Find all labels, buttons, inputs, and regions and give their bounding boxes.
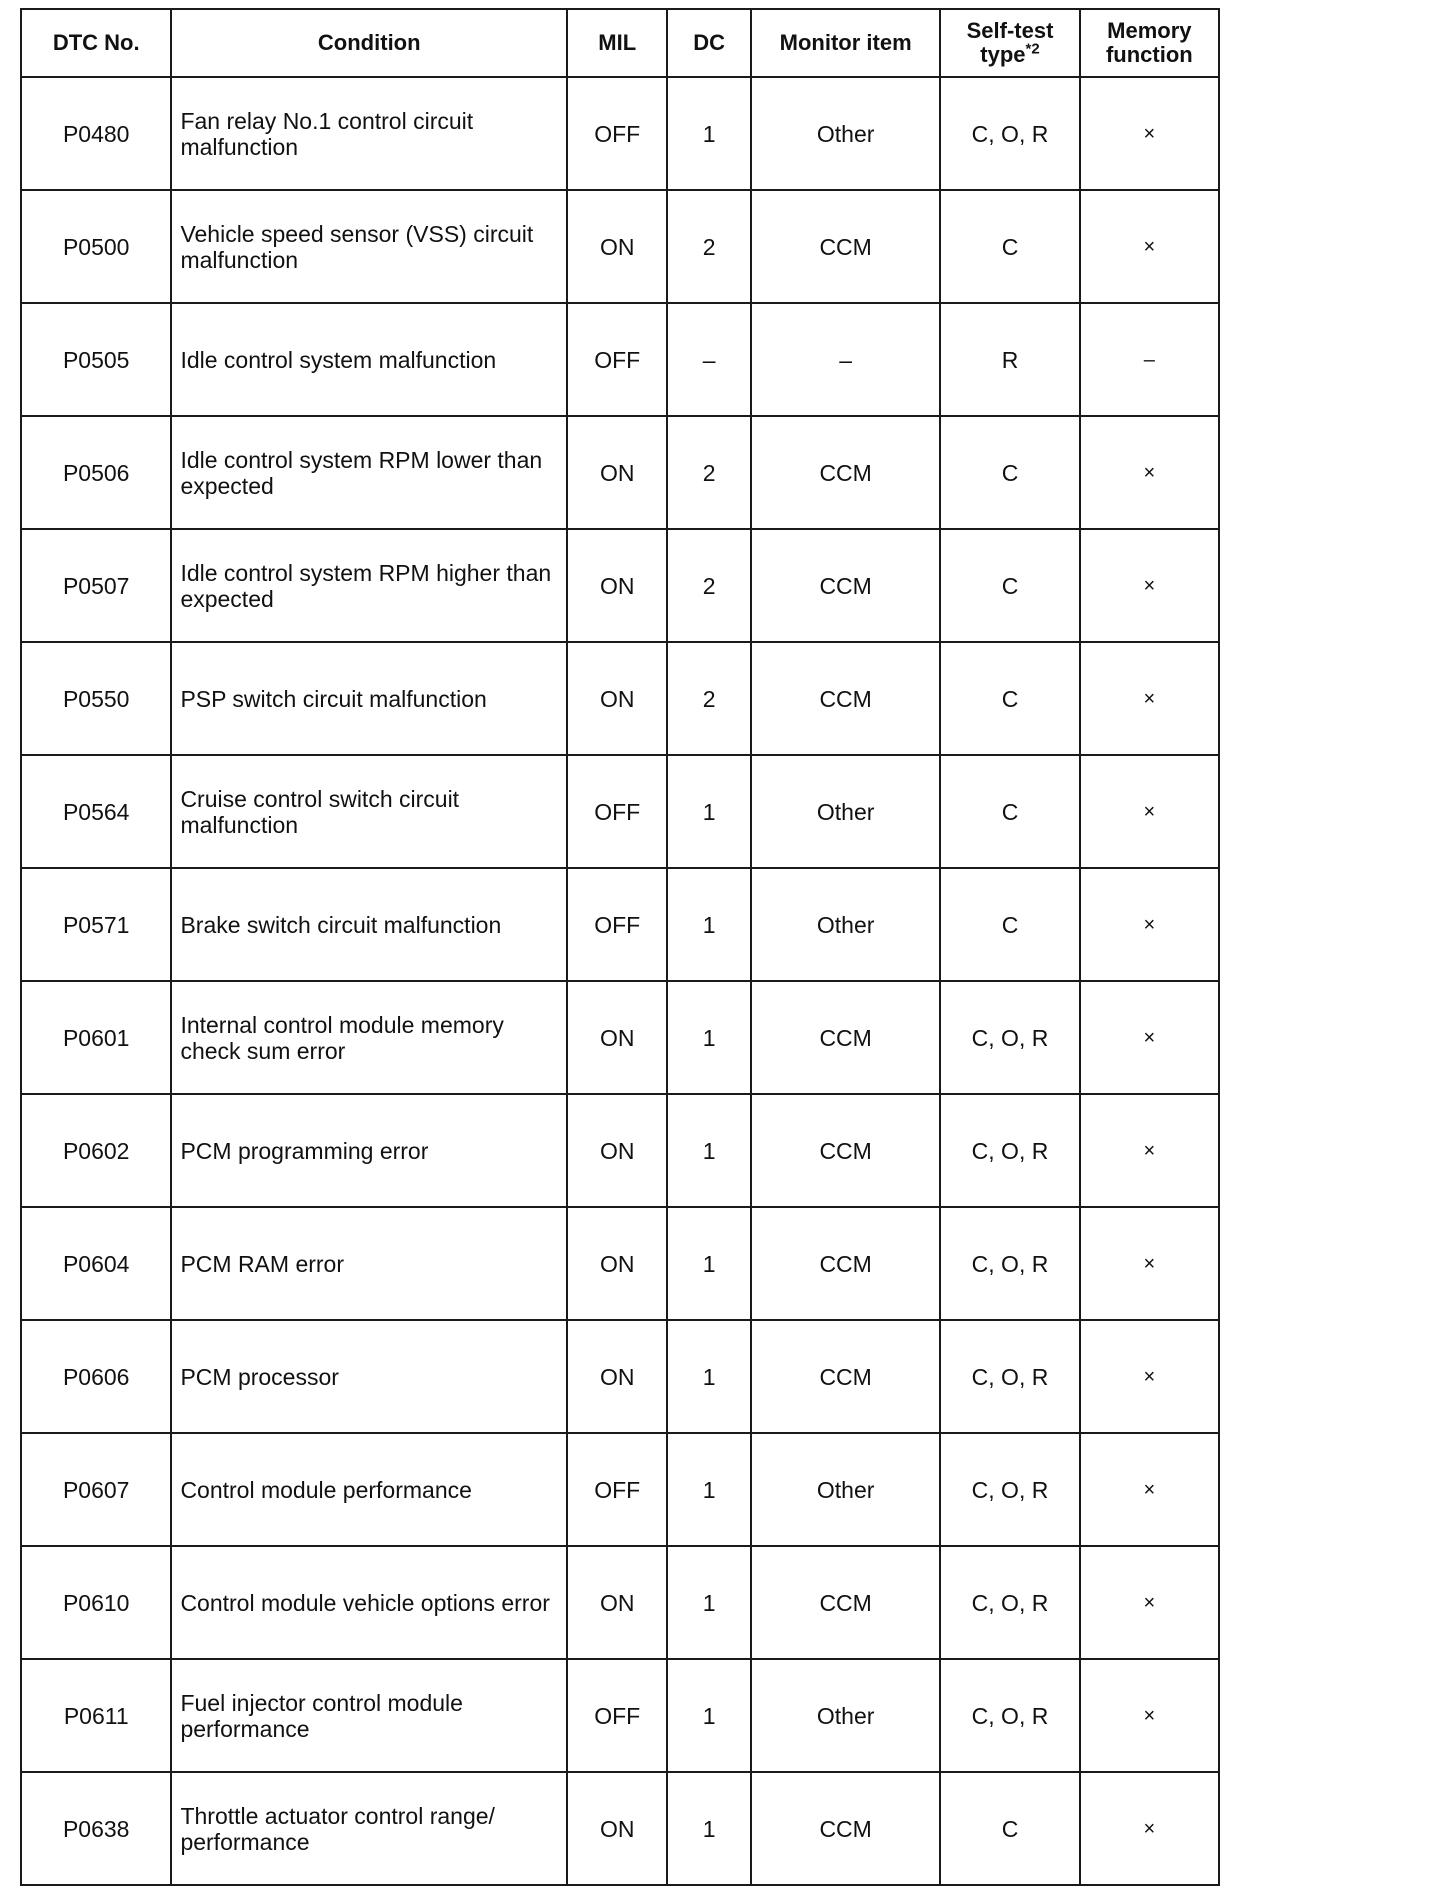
condition-cell: PCM RAM error <box>171 1207 567 1320</box>
mil-cell: ON <box>567 190 667 303</box>
memory-function-cell: – <box>1080 303 1219 416</box>
monitor-item-cell: Other <box>751 77 940 190</box>
condition-cell: Idle control system RPM higher than expected <box>171 529 567 642</box>
dc-cell: 1 <box>667 1659 751 1772</box>
memory-function-cell: × <box>1080 190 1219 303</box>
dc-cell: 2 <box>667 642 751 755</box>
memory-function-cell: × <box>1080 529 1219 642</box>
document-page <box>20 8 1220 1886</box>
condition-cell: Brake switch circuit malfunction <box>171 868 567 981</box>
memory-function-cell: × <box>1080 755 1219 868</box>
mil-cell: ON <box>567 981 667 1094</box>
dc-cell: 1 <box>667 1207 751 1320</box>
mil-cell: ON <box>567 416 667 529</box>
dtc-code-cell: P0571 <box>21 868 171 981</box>
condition-cell: Internal control module memory check sum error <box>171 981 567 1094</box>
memory-function-cell: × <box>1080 1094 1219 1207</box>
dc-cell: – <box>667 303 751 416</box>
memory-function-cell: × <box>1080 1659 1219 1772</box>
self-test-type-cell: R <box>940 303 1079 416</box>
header-mil: MIL <box>567 9 667 77</box>
monitor-item-cell: CCM <box>751 1546 940 1659</box>
footnote-marker: *2 <box>1025 40 1040 58</box>
memory-function-cell: × <box>1080 981 1219 1094</box>
memory-function-cell: × <box>1080 642 1219 755</box>
monitor-item-cell: CCM <box>751 1320 940 1433</box>
dtc-code-cell: P0480 <box>21 77 171 190</box>
monitor-item-cell: CCM <box>751 1207 940 1320</box>
self-test-type-cell: C, O, R <box>940 981 1079 1094</box>
self-test-type-cell: C <box>940 529 1079 642</box>
monitor-item-cell: Other <box>751 1659 940 1772</box>
memory-function-cell: × <box>1080 868 1219 981</box>
monitor-item-cell: CCM <box>751 529 940 642</box>
dtc-code-cell: P0607 <box>21 1433 171 1546</box>
condition-cell: Idle control system RPM lower than expected <box>171 416 567 529</box>
self-test-type-cell: C <box>940 642 1079 755</box>
condition-cell: Cruise control switch circuit malfunction <box>171 755 567 868</box>
dtc-code-cell: P0505 <box>21 303 171 416</box>
memory-function-cell: × <box>1080 1546 1219 1659</box>
dc-cell: 2 <box>667 416 751 529</box>
dtc-code-cell: P0638 <box>21 1772 171 1885</box>
monitor-item-cell: CCM <box>751 416 940 529</box>
memory-function-cell: × <box>1080 1207 1219 1320</box>
header-condition: Condition <box>171 9 567 77</box>
condition-cell: Vehicle speed sensor (VSS) circuit malfunction <box>171 190 567 303</box>
dc-cell: 2 <box>667 529 751 642</box>
dtc-table <box>20 8 1220 1886</box>
monitor-item-cell: Other <box>751 1433 940 1546</box>
condition-cell: Throttle actuator control range/ performance <box>171 1772 567 1885</box>
dc-cell: 1 <box>667 868 751 981</box>
header-dtc: DTC No. <box>21 9 171 77</box>
dtc-code-cell: P0611 <box>21 1659 171 1772</box>
dtc-code-cell: P0606 <box>21 1320 171 1433</box>
dc-cell: 1 <box>667 755 751 868</box>
self-test-type-cell: C, O, R <box>940 1433 1079 1546</box>
mil-cell: OFF <box>567 77 667 190</box>
dc-cell: 1 <box>667 77 751 190</box>
mil-cell: ON <box>567 1546 667 1659</box>
mil-cell: OFF <box>567 755 667 868</box>
mil-cell: ON <box>567 529 667 642</box>
self-test-type-cell: C, O, R <box>940 1659 1079 1772</box>
monitor-item-cell: CCM <box>751 981 940 1094</box>
mil-cell: ON <box>567 1772 667 1885</box>
mil-cell: ON <box>567 642 667 755</box>
dc-cell: 1 <box>667 1320 751 1433</box>
condition-cell: Idle control system malfunction <box>171 303 567 416</box>
condition-cell: PCM processor <box>171 1320 567 1433</box>
mil-cell: OFF <box>567 303 667 416</box>
table-row <box>21 529 1219 642</box>
self-test-type-cell: C <box>940 755 1079 868</box>
table-row <box>21 77 1219 190</box>
table-row <box>21 1659 1219 1772</box>
condition-cell: Control module vehicle options error <box>171 1546 567 1659</box>
condition-cell: PCM programming error <box>171 1094 567 1207</box>
self-test-type-cell: C <box>940 416 1079 529</box>
table-row <box>21 981 1219 1094</box>
memory-function-cell: × <box>1080 1433 1219 1546</box>
condition-cell: PSP switch circuit malfunction <box>171 642 567 755</box>
header-self-test-type <box>940 9 1079 77</box>
self-test-type-cell: C, O, R <box>940 1207 1079 1320</box>
table-row <box>21 1546 1219 1659</box>
table-row <box>21 303 1219 416</box>
condition-cell: Fuel injector control module performance <box>171 1659 567 1772</box>
dc-cell: 1 <box>667 981 751 1094</box>
monitor-item-cell: CCM <box>751 1094 940 1207</box>
table-row <box>21 868 1219 981</box>
header-memory-function: Memory function <box>1080 9 1219 77</box>
table-row <box>21 1433 1219 1546</box>
dc-cell: 1 <box>667 1433 751 1546</box>
dtc-code-cell: P0500 <box>21 190 171 303</box>
table-row <box>21 1772 1219 1885</box>
mil-cell: ON <box>567 1207 667 1320</box>
dtc-code-cell: P0506 <box>21 416 171 529</box>
memory-function-cell: × <box>1080 1772 1219 1885</box>
dc-cell: 1 <box>667 1546 751 1659</box>
memory-function-cell: × <box>1080 416 1219 529</box>
table-row <box>21 642 1219 755</box>
self-test-type-cell: C, O, R <box>940 1320 1079 1433</box>
monitor-item-cell: CCM <box>751 1772 940 1885</box>
condition-cell: Control module performance <box>171 1433 567 1546</box>
mil-cell: ON <box>567 1094 667 1207</box>
table-row <box>21 755 1219 868</box>
monitor-item-cell: Other <box>751 755 940 868</box>
header-monitor-item: Monitor item <box>751 9 940 77</box>
self-test-type-cell: C, O, R <box>940 1546 1079 1659</box>
table-row <box>21 1320 1219 1433</box>
header-self-test-label: Self-test type <box>966 18 1054 67</box>
dtc-code-cell: P0610 <box>21 1546 171 1659</box>
table-row <box>21 416 1219 529</box>
mil-cell: OFF <box>567 868 667 981</box>
dtc-code-cell: P0550 <box>21 642 171 755</box>
dc-cell: 1 <box>667 1772 751 1885</box>
monitor-item-cell: CCM <box>751 642 940 755</box>
table-row <box>21 1094 1219 1207</box>
condition-cell: Fan relay No.1 control circuit malfunction <box>171 77 567 190</box>
memory-function-cell: × <box>1080 77 1219 190</box>
dtc-code-cell: P0601 <box>21 981 171 1094</box>
dtc-code-cell: P0602 <box>21 1094 171 1207</box>
dtc-table-body <box>21 77 1219 1885</box>
self-test-type-cell: C, O, R <box>940 1094 1079 1207</box>
mil-cell: OFF <box>567 1433 667 1546</box>
self-test-type-cell: C <box>940 190 1079 303</box>
dtc-code-cell: P0604 <box>21 1207 171 1320</box>
mil-cell: OFF <box>567 1659 667 1772</box>
self-test-type-cell: C <box>940 868 1079 981</box>
self-test-type-cell: C <box>940 1772 1079 1885</box>
header-row <box>21 9 1219 77</box>
table-row <box>21 1207 1219 1320</box>
dtc-code-cell: P0507 <box>21 529 171 642</box>
monitor-item-cell: – <box>751 303 940 416</box>
memory-function-cell: × <box>1080 1320 1219 1433</box>
dc-cell: 2 <box>667 190 751 303</box>
header-dc: DC <box>667 9 751 77</box>
monitor-item-cell: CCM <box>751 190 940 303</box>
monitor-item-cell: Other <box>751 868 940 981</box>
mil-cell: ON <box>567 1320 667 1433</box>
dc-cell: 1 <box>667 1094 751 1207</box>
table-row <box>21 190 1219 303</box>
dtc-code-cell: P0564 <box>21 755 171 868</box>
self-test-type-cell: C, O, R <box>940 77 1079 190</box>
